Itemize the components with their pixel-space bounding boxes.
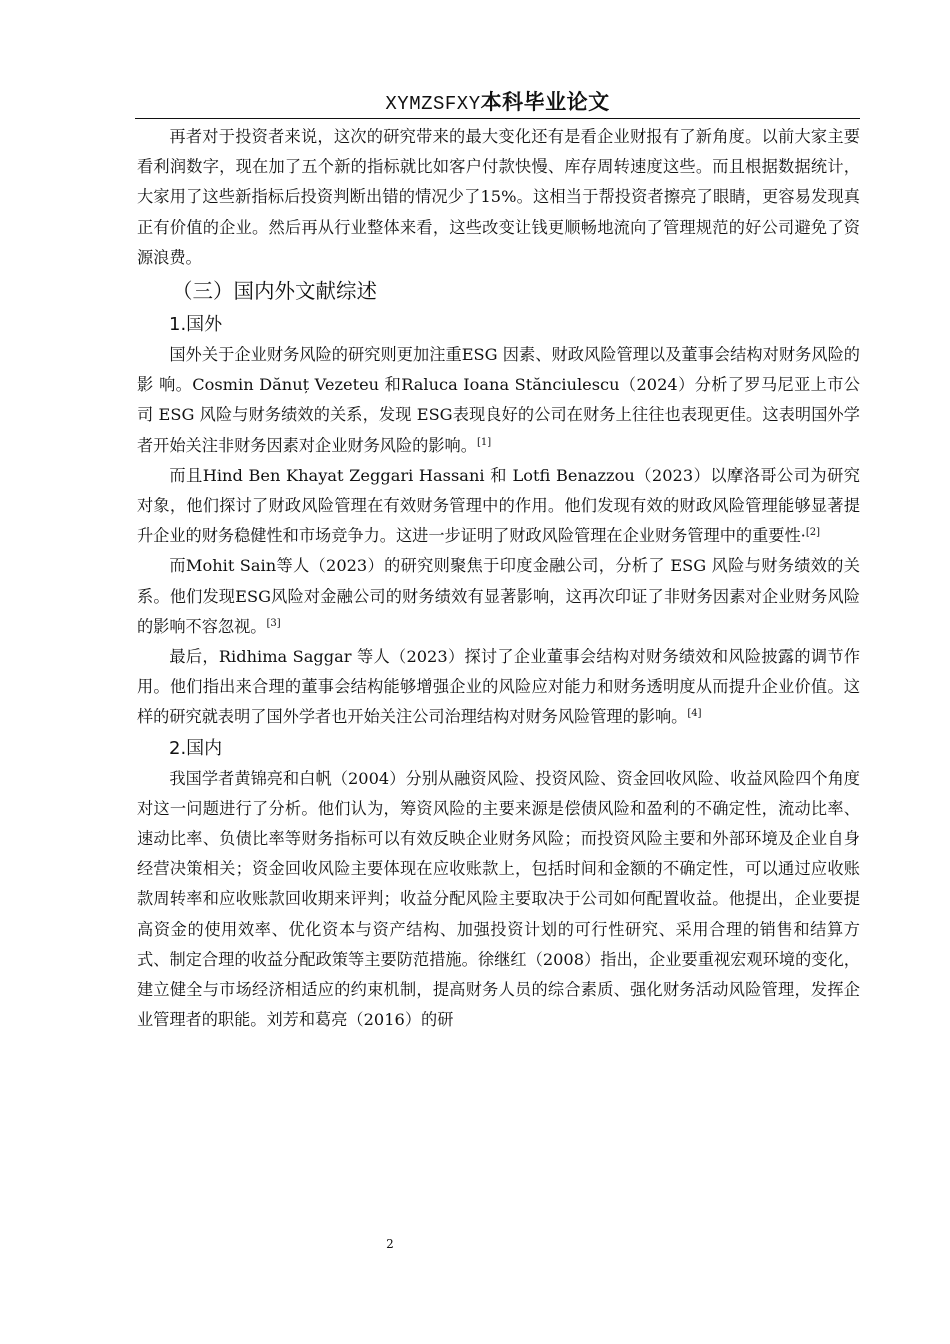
citation-ref: [2]: [805, 527, 821, 539]
paragraph-text: 而且Hind Ben Khayat Zeggari Hassani 和 Lotfi Benazzou（2023）以摩洛哥公司为研究对象，他们探讨了财政风险管理在有效财务管理中的作用。他们发现有效的财政风险管理能够显著提升企业的财务稳健性和市场竞争力。这进一步证明了财政风险管理在企业财务管理中的重要性·: [137, 465, 860, 546]
paragraph-foreign-1: [137, 340, 860, 461]
body-text: [137, 122, 860, 1035]
citation-ref: [4]: [687, 708, 702, 720]
paragraph-foreign-4: [137, 642, 860, 733]
paragraph-foreign-3: [137, 551, 860, 642]
paragraph-domestic: 我国学者黄锦亮和白帆（2004）分别从融资风险、投资风险、资金回收风险、收益风险四个角度对这一问题进行了分析。他们认为，筹资风险的主要来源是偿债风险和盈利的不确定性，流动比率、速动比率、负债比率等财务指标可以有效反映企业财务风险；而投资风险主要和外部环境及企业自身经营决策相关；资金回收风险主要体现在应收账款上，包括时间和金额的不确定性，可以通过应收账款周转率和应收账款回收期来评判；收益分配风险主要取决于公司如何配置收益。他提出，企业要提高资金的使用效率、优化资本与资产结构、加强投资计划的可行性研究、采用合理的销售和结算方式、制定合理的收益分配政策等主要防范措施。徐继红（2008）指出，企业要重视宏观环境的变化，建立健全与市场经济相适应的约束机制，提高财务人员的综合素质、强化财务活动风险管理，发挥企业管理者的职能。刘芳和葛亮（2016）的研: [137, 768, 860, 1030]
paragraph-investor-impact: 再者对于投资者来说，这次的研究带来的最大变化还有是看企业财报有了新角度。以前大家主要看利润数字，现在加了五个新的指标就比如客户付款快慢、库存周转速度这些。而且根据数据统计，大家用了这些新指标后投资判断出错的情况少了15%。这相当于帮投资者擦亮了眼睛，更容易发现真正有价值的企业。然后再从行业整体来看，这些改变让钱更顺畅地流向了管理规范的好公司避免了资源浪费。: [137, 127, 860, 267]
header-rule: [135, 118, 860, 119]
page-header: [135, 88, 860, 118]
header-code: XYMZSFXY: [385, 93, 481, 115]
paragraph-text: 最后，Ridhima Saggar 等人（2023）探讨了企业董事会结构对财务绩效和风险披露的调节作用。他们指出来合理的董事会结构能够增强企业的风险应对能力和财务透明度从而提升企业价值。这样的研究就表明了国外学者也开始关注公司治理结构对财务风险管理的影响。: [137, 647, 860, 727]
citation-ref: [1]: [476, 436, 492, 448]
paragraph-text: 而Mohit Sain等人（2023）的研究则聚焦于印度金融公司，分析了 ESG 风险与财务绩效的关系。他们发现ESG风险对金融公司的财务绩效有显著影响，这再次印证了非财务因素对企业财务风险的影响不容忽视。: [137, 556, 860, 636]
paragraph-text: 国外关于企业财务风险的研究则更加注重ESG 因素、财政风险管理以及董事会结构对财务风险的影 响。Cosmin Dănuț Vezeteu 和Raluca Ioana Stănciulescu（2024）分析了罗马尼亚上市公司 ESG 风险与财务绩效的关系，发现 ESG表现良好的公司在财务上往往也表现更佳。这表明国外学者开始关注非财务因素对企业财务风险的影响。: [137, 345, 860, 455]
paragraph-foreign-2: [137, 461, 860, 552]
section-heading: （三）国内外文献综述: [172, 279, 377, 304]
page-number: 2: [386, 1237, 394, 1251]
header-title: 本科毕业论文: [480, 90, 610, 114]
sub-heading-domestic: 2.国内: [169, 737, 223, 759]
sub-heading-foreign: 1.国外: [169, 314, 223, 336]
citation-ref: [3]: [266, 617, 281, 629]
